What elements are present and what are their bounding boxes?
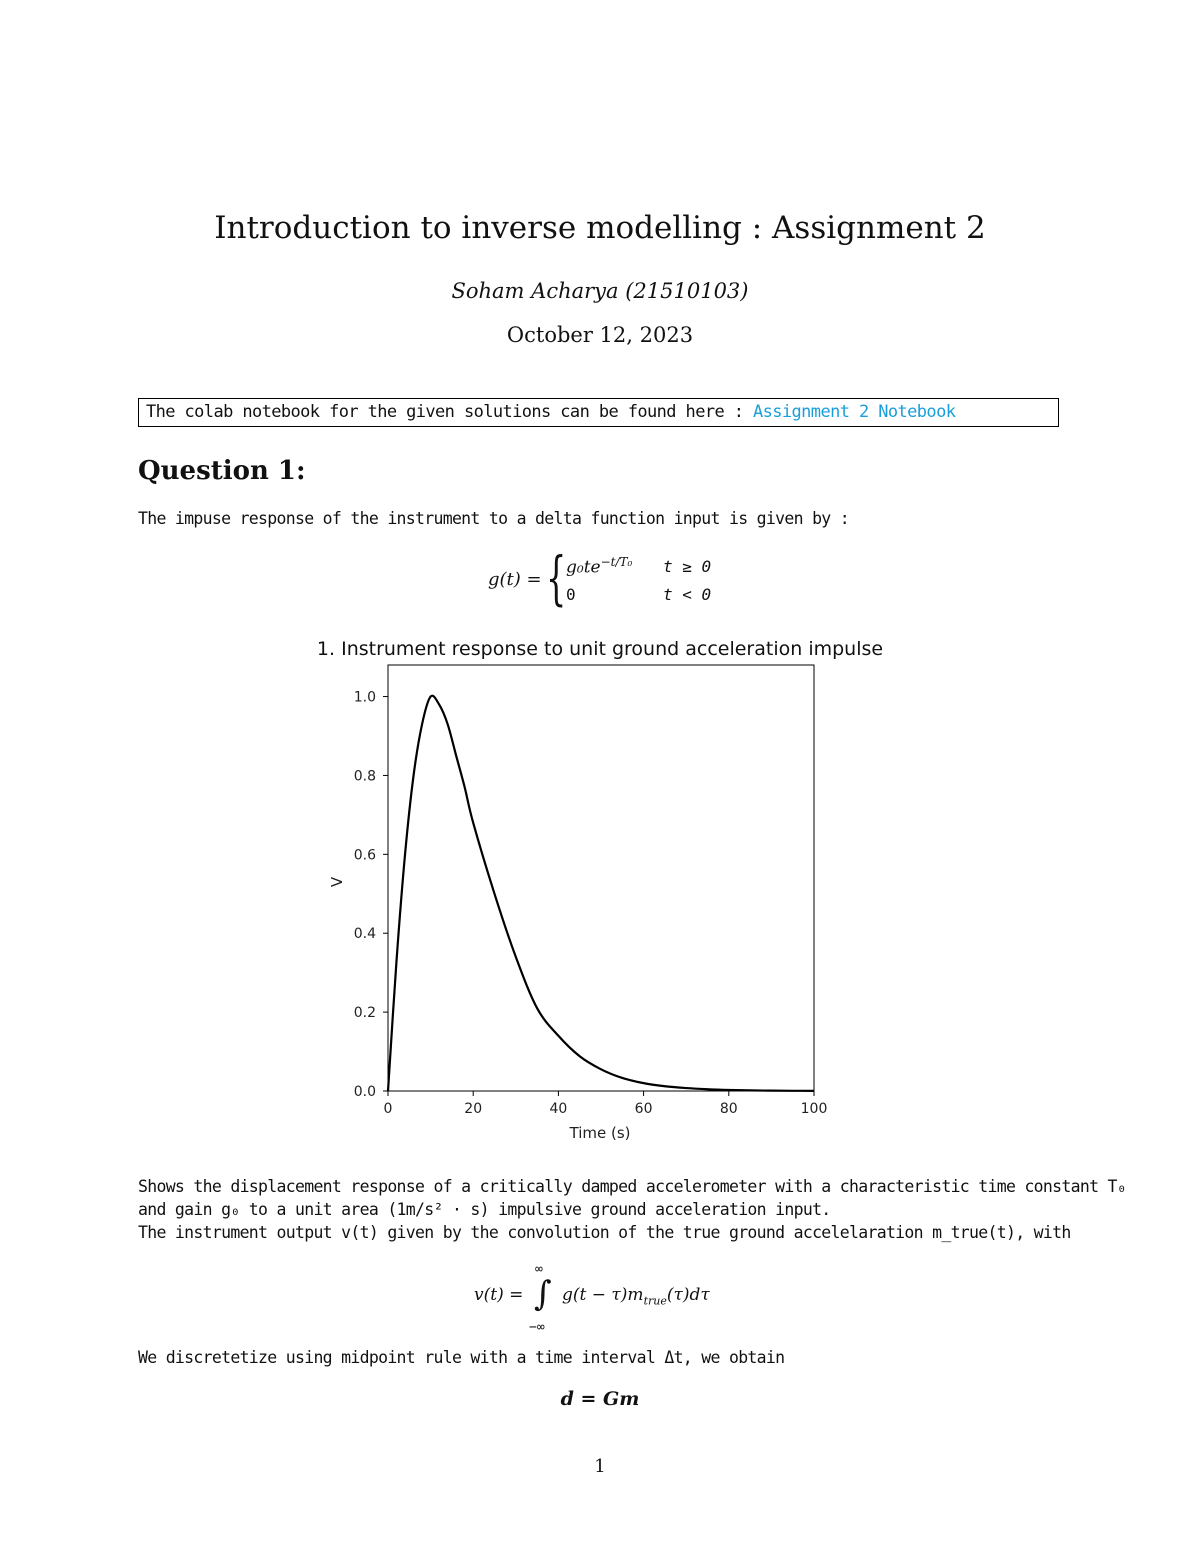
chart-title: 1. Instrument response to unit ground acceleration impulse — [316, 638, 884, 660]
plot-area — [354, 665, 828, 1117]
paragraph-line-2: and gain g₀ to a unit area (1m/s² · s) impulsive ground acceleration input. — [138, 1200, 831, 1219]
matrix-equation: d = Gm — [560, 1388, 640, 1410]
paragraph-line-3: The instrument output v(t) given by the convolution of the true ground accelelaration m_true(t), with — [138, 1223, 1071, 1242]
x-tick-label: 60 — [634, 1101, 653, 1117]
question-intro: The impuse response of the instrument to a delta function input is given by : — [138, 509, 850, 528]
integral-sign: ∫ — [534, 1274, 552, 1314]
x-tick-label: 0 — [383, 1101, 393, 1117]
y-axis-label: V — [328, 876, 346, 888]
paragraph-line-1: Shows the displacement response of a critically damped accelerometer with a characteristic time constant T₀ — [138, 1177, 1127, 1196]
left-brace: { — [546, 544, 567, 612]
page-number: 1 — [594, 1456, 606, 1477]
case1-condition: t ≥ 0 — [663, 557, 712, 576]
y-tick-label: 0.8 — [353, 768, 376, 785]
x-axis-label: Time (s) — [569, 1124, 631, 1142]
x-tick-label: 100 — [800, 1101, 828, 1117]
y-tick-label: 0.4 — [353, 926, 376, 943]
question-heading: Question 1: — [138, 456, 306, 486]
author-line: Soham Acharya (21510103) — [451, 279, 749, 303]
integral-lower-limit: −∞ — [529, 1320, 545, 1335]
series-line-0 — [388, 696, 814, 1091]
y-tick-label: 0.6 — [353, 847, 376, 864]
case2-condition: t < 0 — [663, 585, 712, 604]
convolution-integrand: $g(t - \tau)m_{true}(\tau)d\tau$ — [562, 1285, 710, 1308]
x-tick-label: 20 — [464, 1101, 483, 1117]
note-text: The colab notebook for the given solutions can be found here : — [146, 402, 753, 422]
y-tick-label: 0.0 — [353, 1084, 376, 1100]
y-tick-label: 1.0 — [353, 689, 376, 706]
case1-expression: $g_0te^{-t/T_0}$ — [566, 555, 633, 578]
convolution-equation — [474, 1262, 754, 1336]
notebook-link[interactable]: Assignment 2 Notebook — [753, 402, 956, 422]
integral-upper-limit: ∞ — [535, 1262, 543, 1277]
plot-frame — [388, 665, 814, 1091]
date-line: October 12, 2023 — [506, 323, 694, 347]
convolution-lhs: v(t) = — [474, 1285, 524, 1305]
case2-expression: 0 — [566, 585, 576, 604]
x-tick-label: 40 — [549, 1101, 568, 1117]
y-tick-label: 0.2 — [353, 1005, 376, 1022]
x-tick-label: 80 — [719, 1101, 738, 1117]
page-title: Introduction to inverse modelling : Assignment 2 — [214, 210, 986, 246]
paragraph-discretize: We discretetize using midpoint rule with a time interval Δt, we obtain — [138, 1348, 785, 1367]
piecewise-lhs: g(t) = — [488, 569, 542, 590]
